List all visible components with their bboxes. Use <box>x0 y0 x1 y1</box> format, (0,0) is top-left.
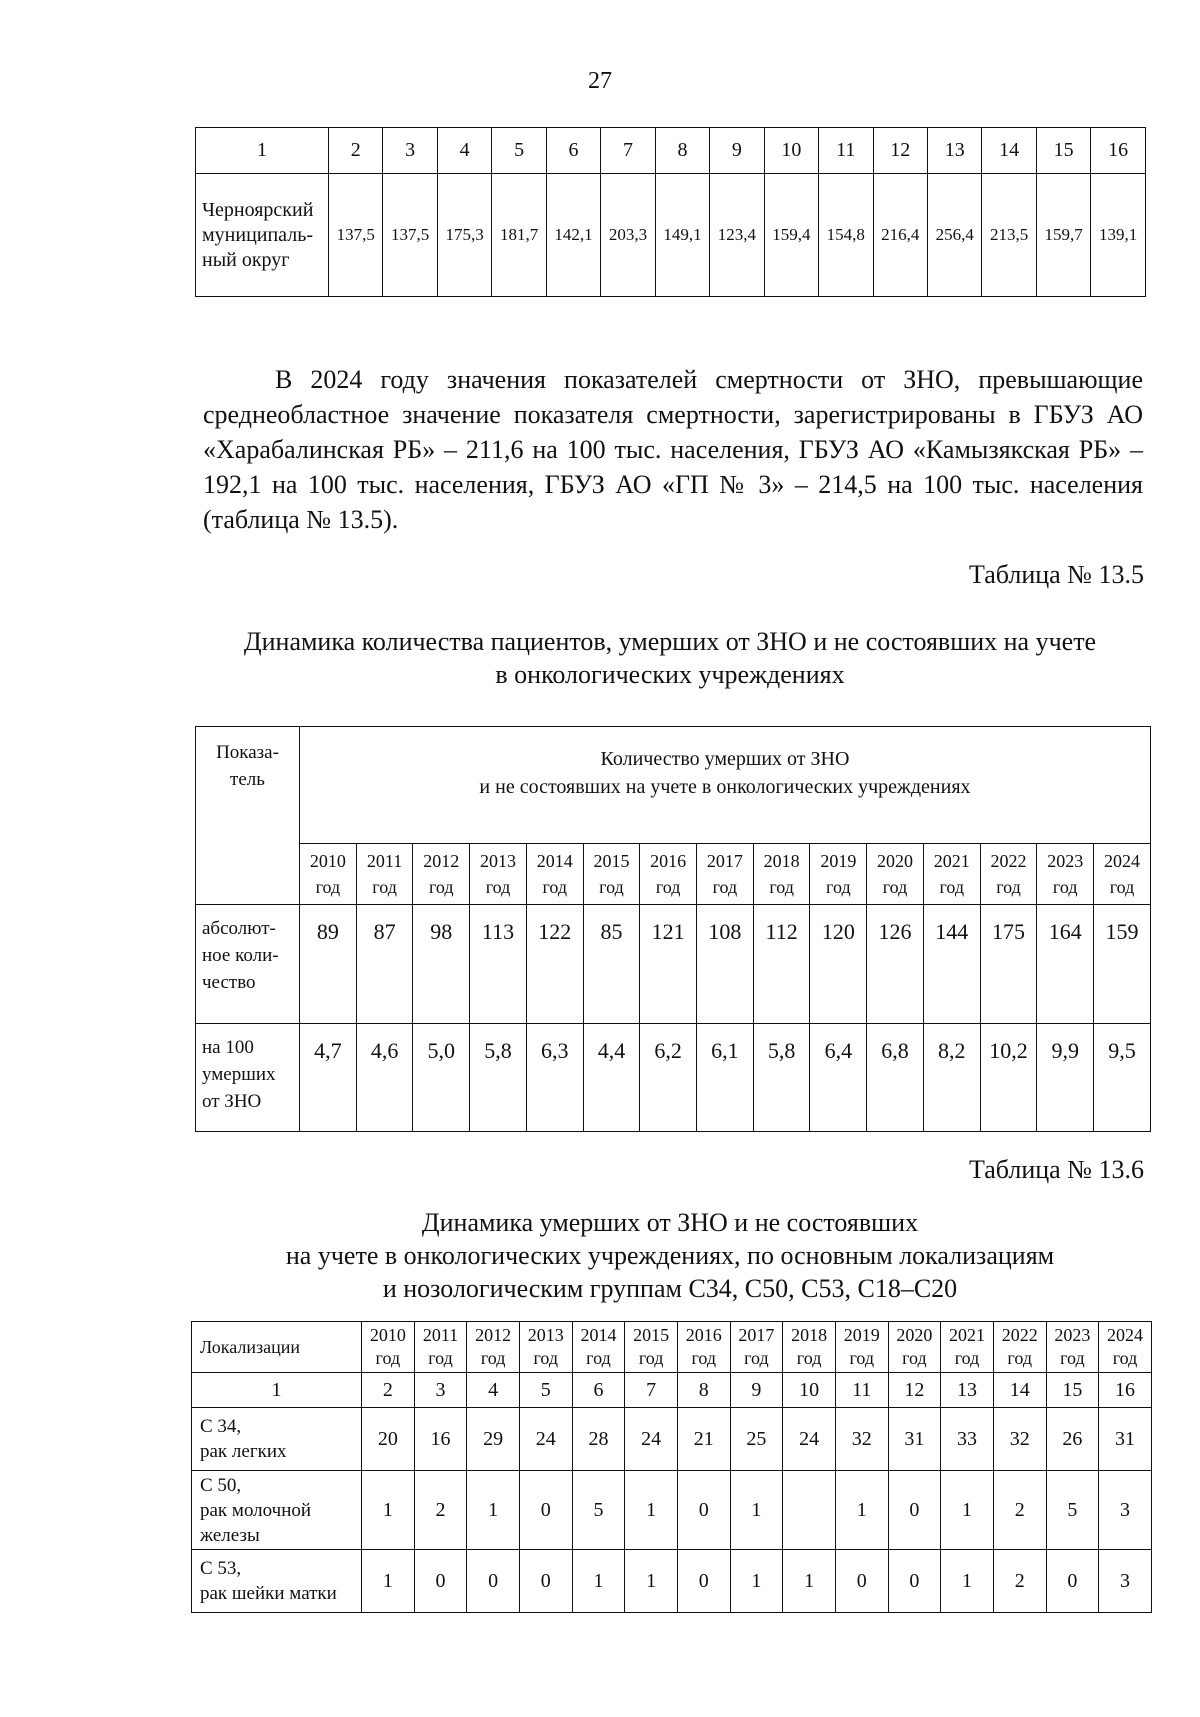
table-cell: 85 <box>583 905 640 1024</box>
column-number: 8 <box>677 1373 730 1408</box>
table-cell: 3 <box>1099 1471 1152 1550</box>
table-cell: 1 <box>730 1550 783 1613</box>
column-numbers-row <box>192 1373 1152 1408</box>
table-label: Таблица № 13.5 <box>968 560 1144 589</box>
table-cell: 203,3 <box>601 174 655 297</box>
column-number: 8 <box>655 128 709 174</box>
column-number: 11 <box>819 128 873 174</box>
table-cell: 29 <box>467 1408 520 1471</box>
year-header: 2016 год <box>677 1322 730 1373</box>
table-cell: 6,1 <box>697 1024 754 1132</box>
table-cell: 137,5 <box>383 174 437 297</box>
row-label: на 100 умерших от ЗНО <box>196 1024 300 1132</box>
table-header-row <box>196 727 1151 844</box>
table-cell: 1 <box>941 1550 994 1613</box>
localization-label: С 53, рак шейки матки <box>192 1550 362 1613</box>
year-header: 2017 год <box>697 844 754 905</box>
year-header: 2022 год <box>980 844 1037 905</box>
year-header: 2015 год <box>625 1322 678 1373</box>
year-header: 2012 год <box>413 844 470 905</box>
column-number: 12 <box>888 1373 941 1408</box>
table-cell: 10,2 <box>980 1024 1037 1132</box>
table-cell: 5,0 <box>413 1024 470 1132</box>
table-cell: 2 <box>414 1471 467 1550</box>
table-cell: 154,8 <box>819 174 873 297</box>
localization-header: Локализации <box>192 1322 362 1373</box>
year-header: 2011 год <box>414 1322 467 1373</box>
table-cell: 25 <box>730 1408 783 1471</box>
column-number: 7 <box>625 1373 678 1408</box>
column-number: 4 <box>467 1373 520 1408</box>
table-cell: 3 <box>1099 1550 1152 1613</box>
table-cell: 20 <box>362 1408 415 1471</box>
column-number: 16 <box>1091 128 1145 174</box>
table-row <box>196 174 1146 297</box>
table-row <box>192 1471 1152 1550</box>
table-cell: 26 <box>1046 1408 1099 1471</box>
years-row <box>196 844 1151 905</box>
column-number: 9 <box>710 128 764 174</box>
table-cell: 121 <box>640 905 697 1024</box>
table-cell: 1 <box>362 1550 415 1613</box>
year-header: 2021 год <box>941 1322 994 1373</box>
table-cell: 137,5 <box>329 174 383 297</box>
column-number: 16 <box>1099 1373 1152 1408</box>
column-number: 1 <box>196 128 329 174</box>
table-cell: 1 <box>362 1471 415 1550</box>
table-cell: 1 <box>835 1471 888 1550</box>
table-cell: 113 <box>470 905 527 1024</box>
table-cell: 1 <box>941 1471 994 1550</box>
table-cell: 159 <box>1094 905 1151 1024</box>
table-cell: 6,8 <box>867 1024 924 1132</box>
table-cell: 142,1 <box>546 174 600 297</box>
table-cell: 0 <box>888 1471 941 1550</box>
table-cell: 159,7 <box>1036 174 1090 297</box>
table-cell: 175,3 <box>437 174 491 297</box>
table-cell: 181,7 <box>492 174 546 297</box>
year-header: 2024 год <box>1094 844 1151 905</box>
year-header: 2012 год <box>467 1322 520 1373</box>
table-cell: 2 <box>993 1471 1046 1550</box>
table-cell: 256,4 <box>927 174 981 297</box>
table-title: Динамика умерших от ЗНО и не состоявших на учете в онкологических учреждениях, по основным локализациям и нозологическим группам С34, С50, С53, С18–С20 <box>285 1208 1055 1303</box>
table-cell: 1 <box>730 1471 783 1550</box>
table-cell: 24 <box>625 1408 678 1471</box>
column-number: 13 <box>941 1373 994 1408</box>
table-cell: 0 <box>835 1550 888 1613</box>
year-header: 2018 год <box>783 1322 836 1373</box>
year-header: 2024 год <box>1099 1322 1152 1373</box>
table-cell: 144 <box>923 905 980 1024</box>
table-cell: 108 <box>697 905 754 1024</box>
page-number: 27 <box>588 68 612 94</box>
table-cell: 175 <box>980 905 1037 1024</box>
column-number: 11 <box>835 1373 888 1408</box>
year-header: 2016 год <box>640 844 697 905</box>
column-number: 14 <box>993 1373 1046 1408</box>
year-header: 2015 год <box>583 844 640 905</box>
table-cell: 28 <box>572 1408 625 1471</box>
localization-label: С 34, рак легких <box>192 1408 362 1471</box>
table-cell: 122 <box>526 905 583 1024</box>
year-header: 2020 год <box>888 1322 941 1373</box>
table-cell: 0 <box>467 1550 520 1613</box>
table-cell: 0 <box>519 1550 572 1613</box>
table-cell: 216,4 <box>873 174 927 297</box>
row-label: абсолют- ное коли- чество <box>196 905 300 1024</box>
year-header: 2017 год <box>730 1322 783 1373</box>
table-cell: 1 <box>625 1471 678 1550</box>
table-cell: 24 <box>519 1408 572 1471</box>
table-cell: 4,7 <box>300 1024 357 1132</box>
table-cell: 87 <box>356 905 413 1024</box>
table-cell: 5,8 <box>753 1024 810 1132</box>
column-number: 2 <box>329 128 383 174</box>
table-row <box>196 905 1151 1024</box>
table-label: Таблица № 13.6 <box>968 1155 1144 1184</box>
table-cell: 0 <box>677 1471 730 1550</box>
table-cell: 164 <box>1037 905 1094 1024</box>
localization-deaths-table <box>191 1321 1152 1613</box>
year-header: 2010 год <box>300 844 357 905</box>
column-number: 3 <box>414 1373 467 1408</box>
table-cell: 159,4 <box>764 174 818 297</box>
district-mortality-table <box>195 127 1146 297</box>
table-cell: 0 <box>414 1550 467 1613</box>
column-number: 9 <box>730 1373 783 1408</box>
table-cell: 8,2 <box>923 1024 980 1132</box>
table-cell: 9,9 <box>1037 1024 1094 1132</box>
years-row <box>192 1322 1152 1373</box>
column-number: 13 <box>927 128 981 174</box>
table-cell: 5 <box>572 1471 625 1550</box>
body-paragraph: В 2024 году значения показателей смертности от ЗНО, превышающие среднеобластное значение показателя смертности, зарегистрированы в ГБУЗ АО «Харабалинская РБ» – 211,6 на 100 тыс. населения, ГБУЗ АО «Камызякская РБ» – 192,1 на 100 тыс. населения, ГБУЗ АО «ГП № 3» – 214,5 на 100 тыс. населения (таблица № 13.5). <box>203 365 1143 534</box>
table-cell: 21 <box>677 1408 730 1471</box>
column-number: 2 <box>362 1373 415 1408</box>
year-header: 2014 год <box>526 844 583 905</box>
table-row <box>196 1024 1151 1132</box>
year-header: 2011 год <box>356 844 413 905</box>
table-cell: 0 <box>519 1471 572 1550</box>
table-cell: 5 <box>1046 1471 1099 1550</box>
column-number: 3 <box>383 128 437 174</box>
table-cell: 32 <box>835 1408 888 1471</box>
column-number: 6 <box>546 128 600 174</box>
table-cell: 33 <box>941 1408 994 1471</box>
year-header: 2013 год <box>519 1322 572 1373</box>
column-number: 10 <box>783 1373 836 1408</box>
column-number: 14 <box>982 128 1036 174</box>
table-cell <box>783 1471 836 1550</box>
table-cell: 0 <box>1046 1550 1099 1613</box>
table-cell: 4,4 <box>583 1024 640 1132</box>
table-cell: 1 <box>572 1550 625 1613</box>
table-cell: 9,5 <box>1094 1024 1151 1132</box>
table-title: Динамика количества пациентов, умерших от ЗНО и не состоявших на учете в онкологических учреждениях <box>243 627 1097 689</box>
table-cell: 6,3 <box>526 1024 583 1132</box>
table-cell: 24 <box>783 1408 836 1471</box>
localization-label: С 50, рак молочной железы <box>192 1471 362 1550</box>
column-number: 4 <box>437 128 491 174</box>
table-cell: 5,8 <box>470 1024 527 1132</box>
table-cell: 2 <box>993 1550 1046 1613</box>
year-header: 2023 год <box>1037 844 1094 905</box>
year-header: 2019 год <box>835 1322 888 1373</box>
unregistered-deaths-table <box>195 726 1151 1132</box>
district-name: Черноярский муниципаль- ный округ <box>196 174 329 297</box>
table-cell: 112 <box>753 905 810 1024</box>
column-number: 15 <box>1046 1373 1099 1408</box>
column-number: 5 <box>492 128 546 174</box>
table-cell: 31 <box>888 1408 941 1471</box>
table-cell: 120 <box>810 905 867 1024</box>
year-header: 2010 год <box>362 1322 415 1373</box>
table-cell: 139,1 <box>1091 174 1145 297</box>
year-header: 2014 год <box>572 1322 625 1373</box>
table-cell: 123,4 <box>710 174 764 297</box>
table-cell: 98 <box>413 905 470 1024</box>
group-header: Количество умерших от ЗНО и не состоявших на учете в онкологических учреждениях <box>300 727 1151 844</box>
year-header: 2023 год <box>1046 1322 1099 1373</box>
column-number: 6 <box>572 1373 625 1408</box>
table-cell: 1 <box>625 1550 678 1613</box>
table-cell: 6,4 <box>810 1024 867 1132</box>
year-header: 2019 год <box>810 844 867 905</box>
column-number: 15 <box>1036 128 1090 174</box>
year-header: 2018 год <box>753 844 810 905</box>
table-cell: 31 <box>1099 1408 1152 1471</box>
column-number: 1 <box>192 1373 362 1408</box>
table-header-row <box>196 128 1146 174</box>
column-number: 7 <box>601 128 655 174</box>
year-header: 2021 год <box>923 844 980 905</box>
table-cell: 4,6 <box>356 1024 413 1132</box>
column-number: 5 <box>519 1373 572 1408</box>
table-cell: 0 <box>888 1550 941 1613</box>
table-cell: 1 <box>783 1550 836 1613</box>
table-cell: 89 <box>300 905 357 1024</box>
table-cell: 6,2 <box>640 1024 697 1132</box>
table-cell: 16 <box>414 1408 467 1471</box>
table-row <box>192 1408 1152 1471</box>
column-number: 10 <box>764 128 818 174</box>
indicator-header: Показа- тель <box>196 727 300 905</box>
column-number: 12 <box>873 128 927 174</box>
table-row <box>192 1550 1152 1613</box>
table-cell: 149,1 <box>655 174 709 297</box>
year-header: 2013 год <box>470 844 527 905</box>
year-header: 2022 год <box>993 1322 1046 1373</box>
table-cell: 32 <box>993 1408 1046 1471</box>
table-cell: 213,5 <box>982 174 1036 297</box>
table-cell: 126 <box>867 905 924 1024</box>
table-cell: 1 <box>467 1471 520 1550</box>
table-cell: 0 <box>677 1550 730 1613</box>
year-header: 2020 год <box>867 844 924 905</box>
